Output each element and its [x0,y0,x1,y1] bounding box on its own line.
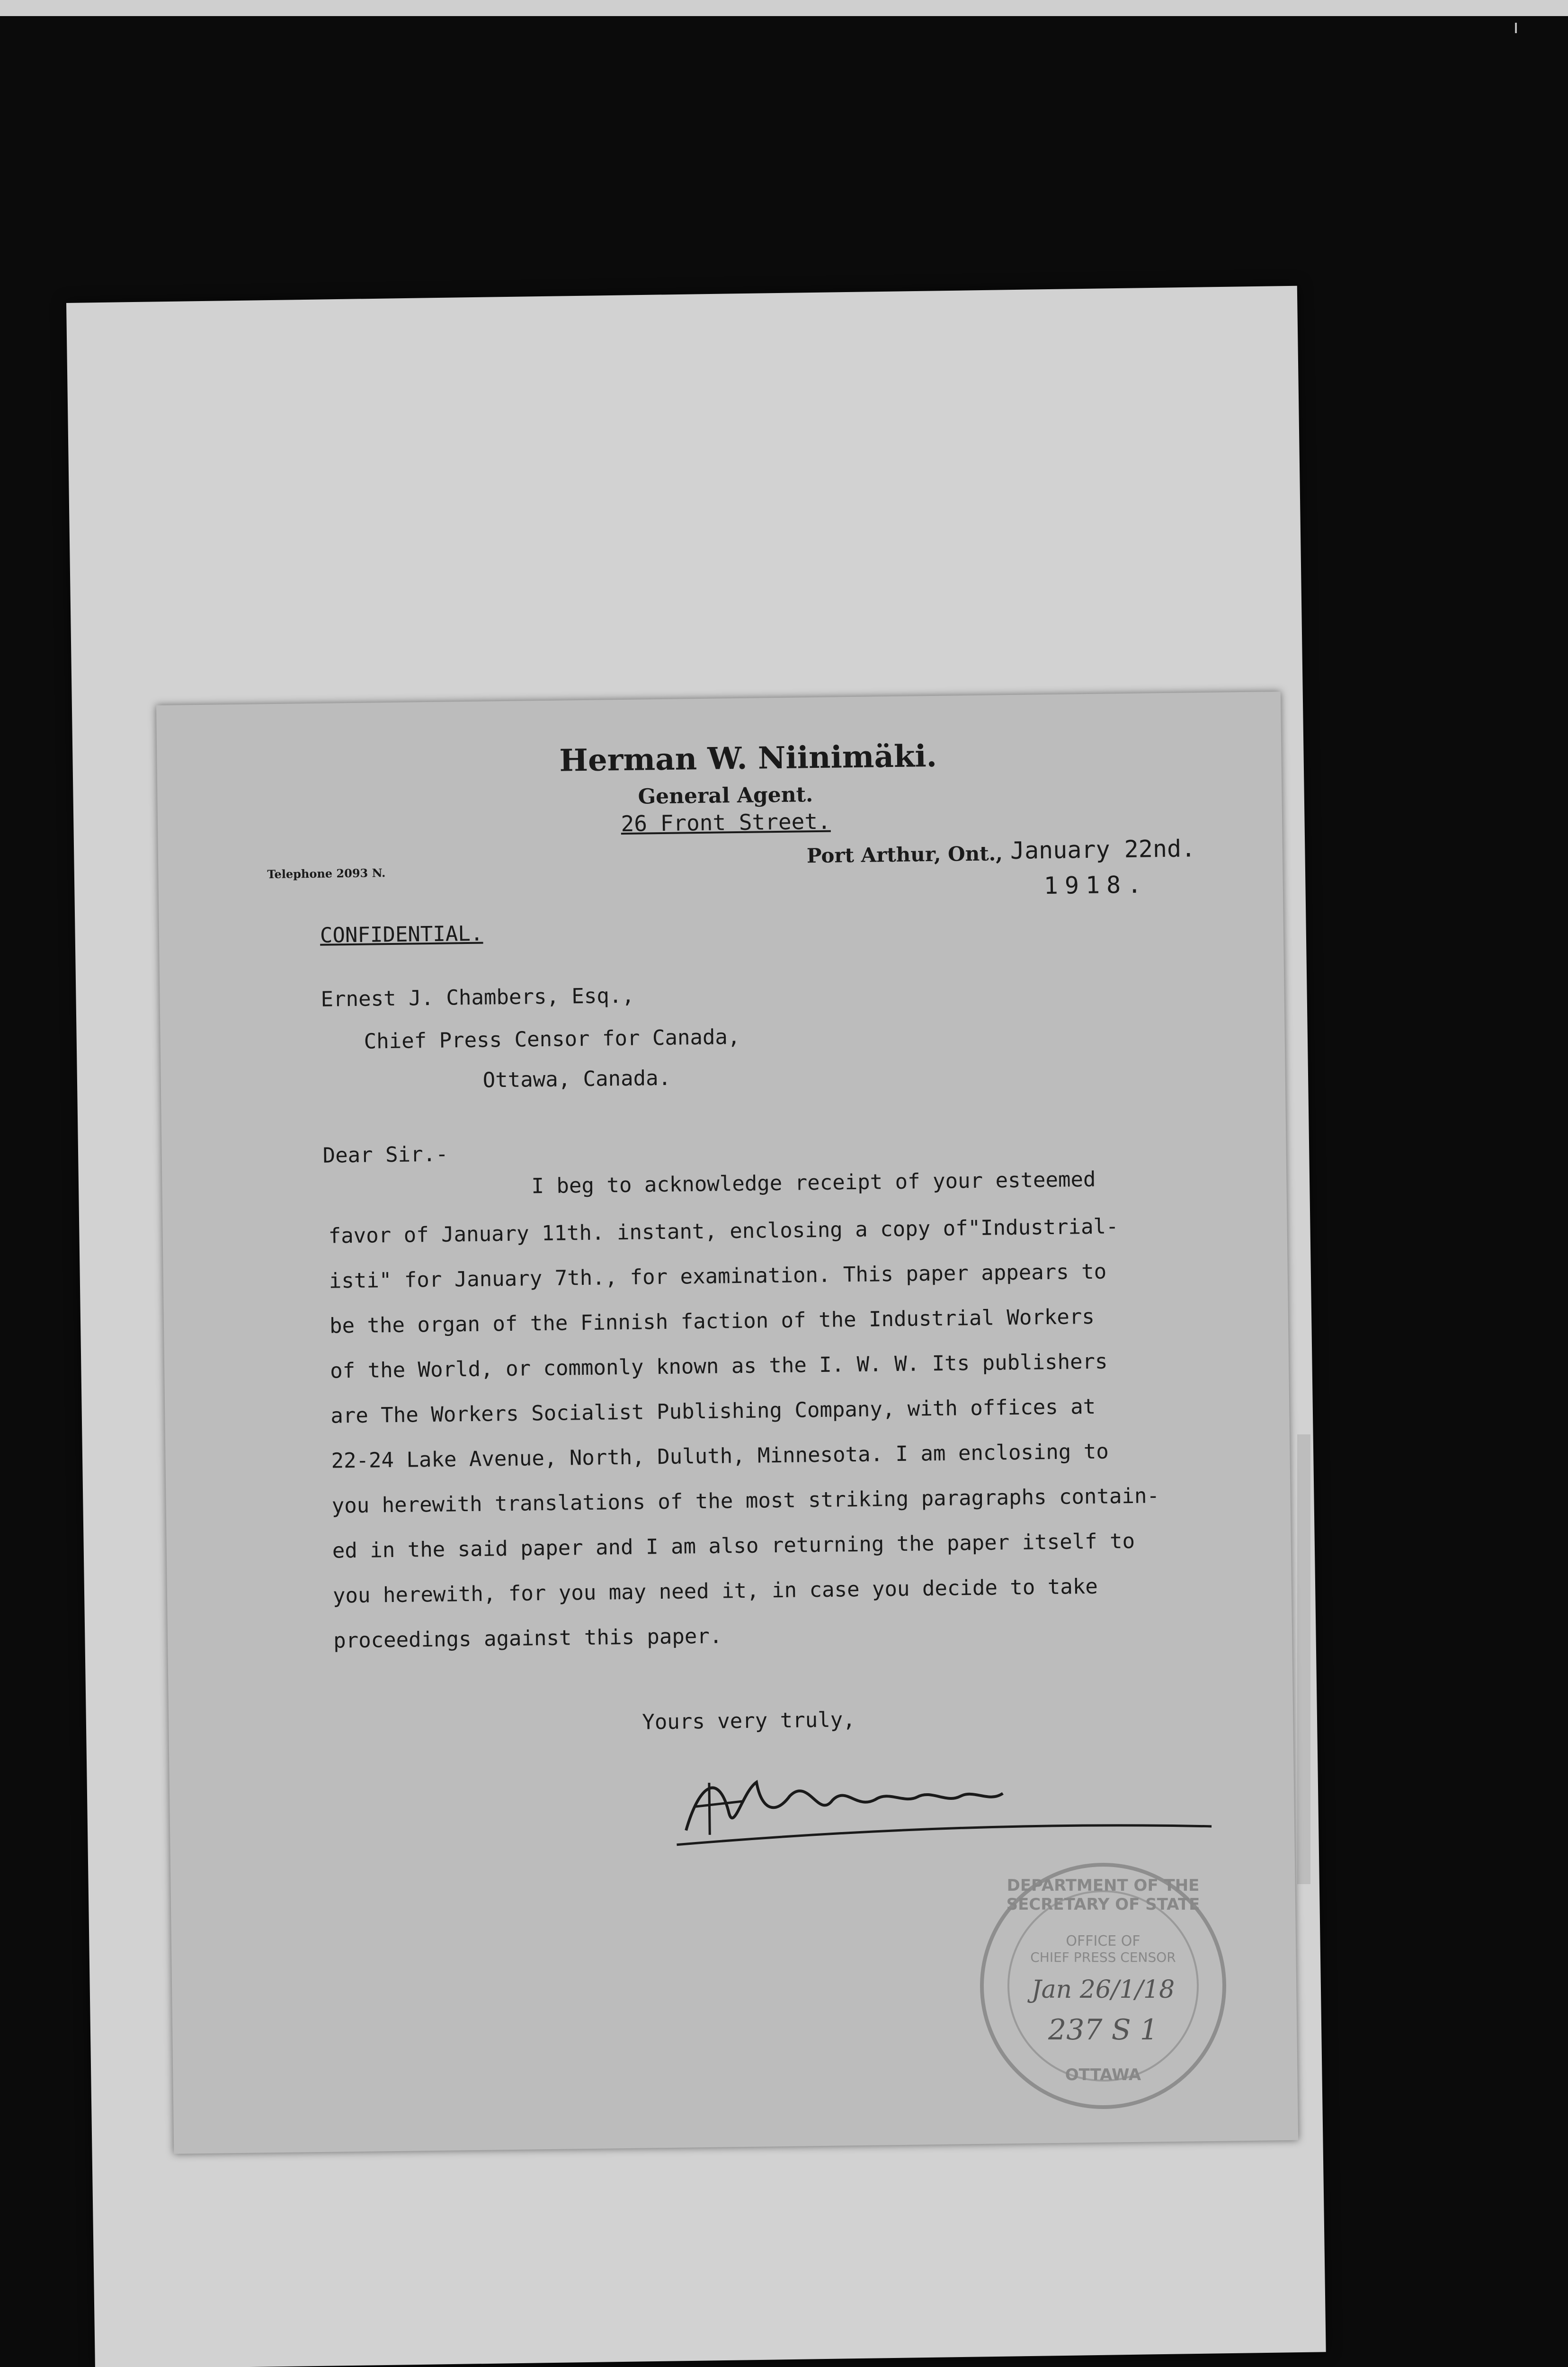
signature-image [666,1748,1236,1859]
body-line: of the World, or commonly known as the I. W. W. Its publishers [330,1349,1108,1383]
body-line: favor of January 11th. instant, enclosing a copy of"Industrial- [328,1214,1119,1248]
stamp-office-2: CHIEF PRESS CENSOR [1030,1949,1176,1965]
stamp-department: DEPARTMENT OF THE SECRETARY OF STATE [1006,1876,1200,1914]
confidential-heading: CONFIDENTIAL. [320,921,483,948]
body-line: I beg to acknowledge receipt of your esteemed [531,1167,1096,1199]
letterhead-telephone: Telephone 2093 N. [267,866,386,881]
letterhead-role: General Agent. [638,783,813,809]
backing-sheet-edge [1297,1434,1310,1884]
body-line: be the organ of the Finnish faction of the Industrial Workers [329,1304,1095,1338]
body-line: you herewith, for you may need it, in case you decide to take [332,1574,1098,1608]
letterhead-city: Port Arthur, Ont., [806,842,1003,868]
stamp-date: Jan 26/1/18 [1031,1975,1175,2004]
letter-year: 1918. [1043,871,1149,900]
recipient-line-3: Ottawa, Canada. [482,1066,671,1093]
stamp-office: OFFICE OF [1066,1933,1140,1949]
recipient-line-2: Chief Press Censor for Canada, [364,1024,740,1054]
letterhead-street: 26 Front Street. [621,808,831,837]
closing: Yours very truly, [642,1708,855,1735]
letter-date: January 22nd. [1010,835,1196,864]
body-line: you herewith translations of the most striking paragraphs contain- [331,1484,1160,1518]
recipient-line-1: Ernest J. Chambers, Esq., [321,983,635,1012]
body-line: are The Workers Socialist Publishing Company, with offices at [330,1394,1096,1428]
salutation: Dear Sir.- [322,1142,448,1168]
body-line: ed in the said paper and I am also returning the paper itself to [332,1529,1135,1563]
received-stamp [980,1863,1226,2109]
body-line: isti" for January 7th., for examination. This paper appears to [329,1259,1107,1293]
letterhead-name: Herman W. Niinimäki. [559,738,937,779]
body-line: proceedings against this paper. [333,1624,722,1653]
stamp-city: OTTAWA [1065,2065,1141,2084]
body-line: 22-24 Lake Avenue, North, Duluth, Minnesota. I am enclosing to [331,1439,1109,1473]
film-top-strip [0,0,1568,16]
stamp-file-number: 237 S 1 [1048,2013,1158,2047]
film-tick-mark [1515,23,1517,33]
